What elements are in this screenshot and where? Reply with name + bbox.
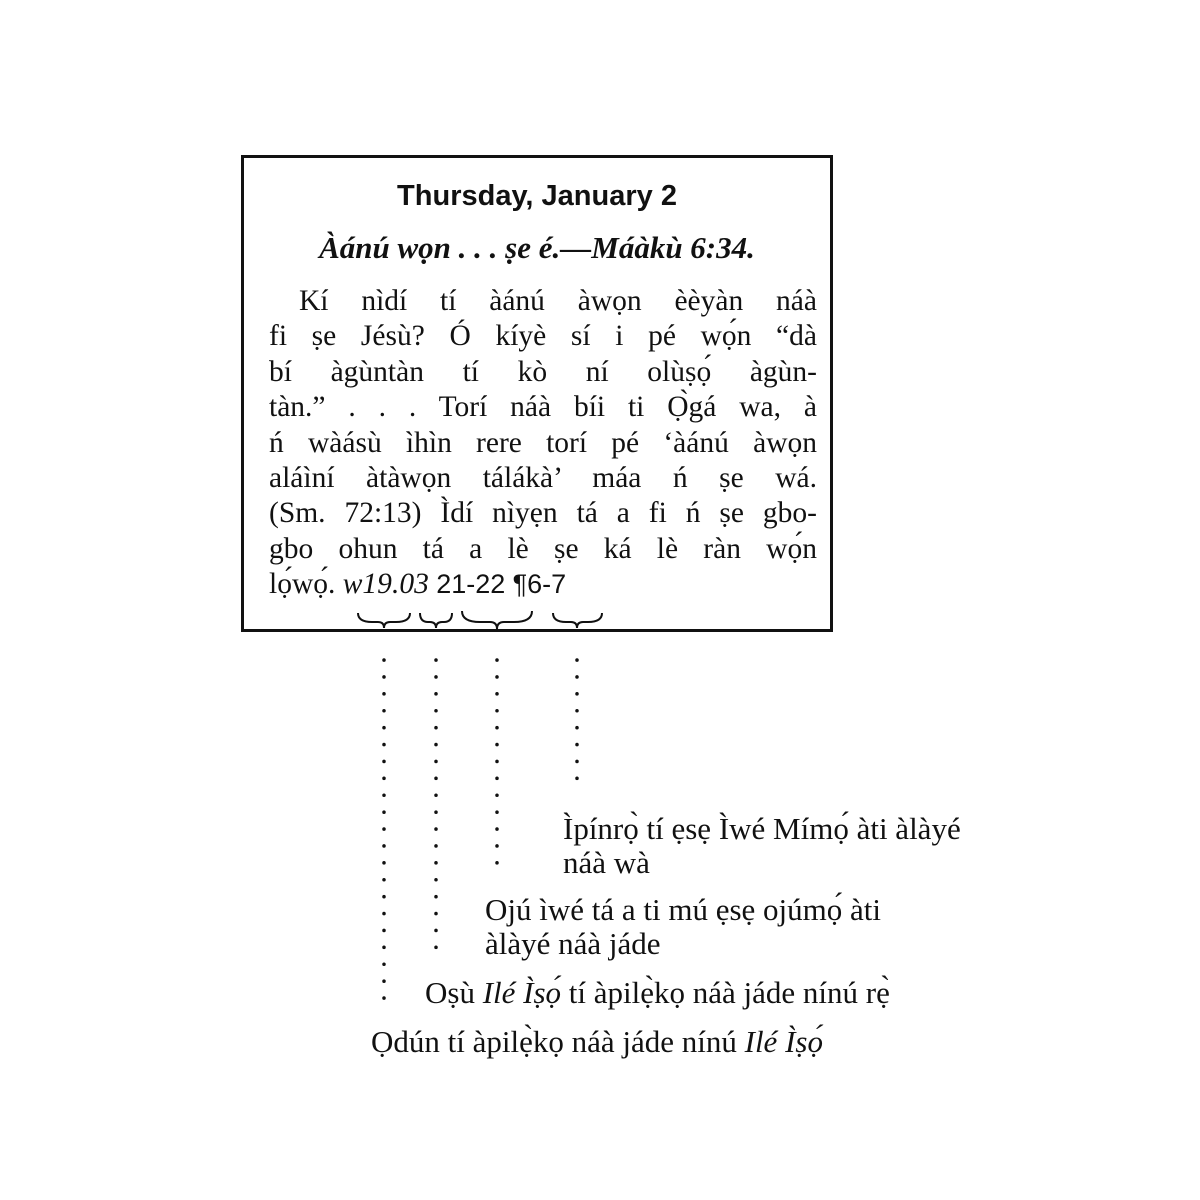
label-issue-suffix: tí àpilẹ̀kọ náà jáde nínú rẹ̀ (568, 975, 890, 1010)
body-line: Kí nìdí tí àánú àwọn èèyàn náà (299, 285, 817, 317)
brace-issue (420, 613, 452, 628)
body-line: tàn.” . . . Torí náà bíi ti Ọ̀gá wa, à (269, 391, 817, 424)
label-year (371, 1025, 823, 1059)
body-line: gbo ohun tá a lè ṣe ká lè ràn wọ́n (269, 532, 817, 565)
ref-issue: .03 (391, 568, 429, 601)
ref-pages: 21-22 (436, 569, 506, 600)
label-pages-line2: àlàyé náà jáde (485, 926, 661, 961)
brace-publication (358, 613, 410, 628)
label-pages-line1: Ojú ìwé tá a ti mú ẹsẹ ojúmọ́ àti (485, 892, 882, 927)
brace-pages (462, 611, 532, 629)
body-line: (Sm. 72:13) Ìdí nìyẹn tá a fi ń ṣe gbo- (269, 497, 817, 530)
label-paragraphs (563, 812, 961, 880)
ref-publication: w19 (342, 568, 392, 601)
label-issue-magazine: Ilé Ìṣọ́ (482, 975, 562, 1010)
body-line: ń wàásù ìhìn rere torí pé ‘àánú àwọn (269, 426, 817, 459)
label-paragraphs-line1: Ìpínrọ̀ tí ẹsẹ Ìwé Mímọ́ àti àlàyé (563, 811, 961, 846)
card-date: Thursday, January 2 (397, 180, 677, 212)
body-line: aláìní àtàwọn tálákà’ máa ń ṣe wá. (269, 461, 817, 494)
label-paragraphs-line2: náà wà (563, 845, 650, 880)
brace-paragraphs (553, 613, 602, 628)
theme-scripture: Àánú wọn . . . ṣe é.—Máàkù 6:34. (319, 230, 755, 265)
label-year-prefix: Ọdún tí àpilẹ̀kọ náà jáde nínú (371, 1024, 737, 1059)
ref-paragraphs: ¶6-7 (512, 569, 567, 600)
label-issue (425, 976, 890, 1010)
label-year-magazine: Ilé Ìṣọ́ (744, 1024, 823, 1059)
body-last-words: lọ́wọ́. (269, 568, 336, 601)
label-pages (485, 893, 881, 961)
body-line: fi ṣe Jésù? Ó kíyè sí i pé wọ́n “dà (269, 320, 817, 353)
body-line: bí àgùntàn tí kò ní olùṣọ́ àgùn- (269, 355, 817, 388)
label-issue-prefix: Oṣù (425, 975, 475, 1010)
